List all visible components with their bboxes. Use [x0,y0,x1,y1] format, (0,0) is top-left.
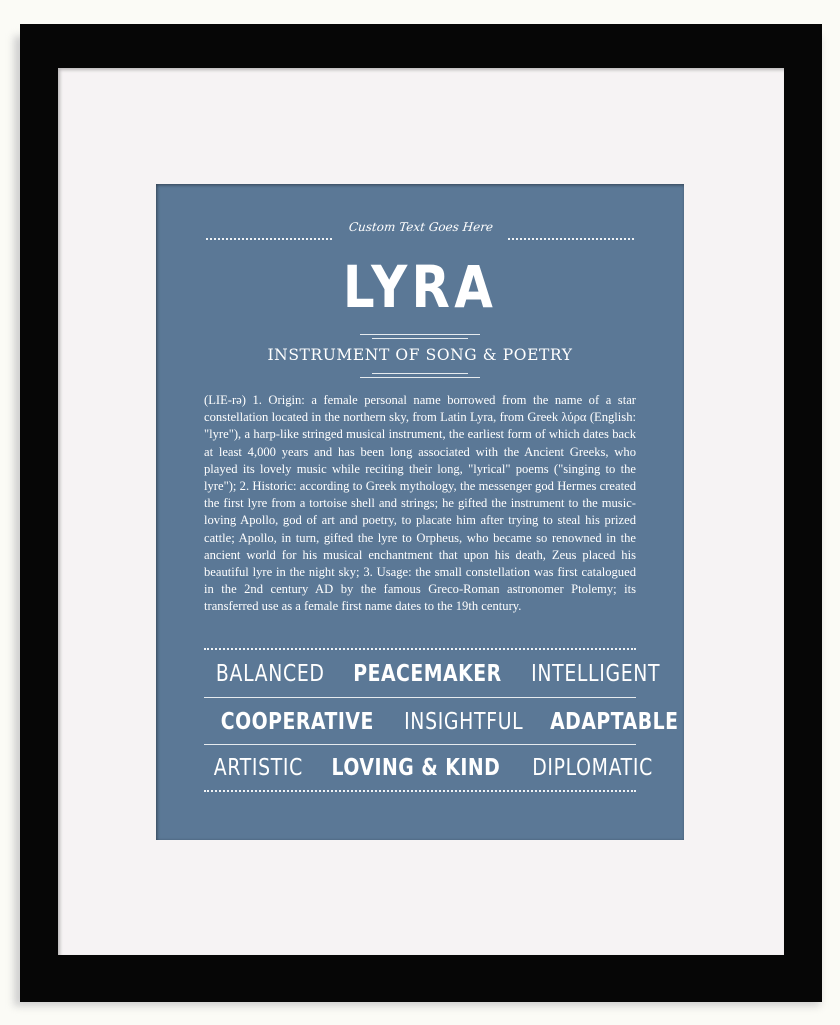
dotted-rule-traits-bottom [204,790,636,792]
traits-row-1 [204,657,661,691]
rule-above-meaning [360,334,480,335]
name-title: LYRA [342,253,498,321]
rule-above-meaning-short [372,338,468,339]
name-meaning: INSTRUMENT OF SONG & POETRY [267,346,573,364]
traits-row-3 [204,751,653,785]
name-definition: (LIE-rə) 1. Origin: a female personal name borrowed from the name of a star constellation located in the northern sky, from Latin Lyra, from Greek λύρα (English: "lyre"), a harp-like stringed musical instrument, the earliest form of which dates back at least 4,000 years and has been long associated with the Ancient Greeks, who played its lovely music while reciting their long, "lyrical" poems ("singing to the lyre"); 2. Historic: according to Greek mythology, the messenger god Hermes created the first lyre from a tortoise shell and strings; he gifted the instrument to the music-loving Apollo, god of art and poetry, to placate him after trying to steal his prized cattle; Apollo, in turn, gifted the lyre to Orpheus, who became so renowned in the ancient world for his musical enchantment that upon his death, Zeus placed his beautiful lyre in the night sky; 3. Usage: the small constellation was first catalogued in the 2nd century AD by the famous Greco-Roman astronomer Ptolemy; its transferred use as a female first name dates to the 19th century. [204,393,636,614]
trait: ARTISTIC [213,755,303,781]
rule-traits-2 [204,744,636,745]
name-print [156,184,684,840]
trait: INTELLIGENT [531,661,661,687]
rule-below-meaning-short [372,373,468,374]
dotted-rule-right [508,238,634,240]
traits-row-2 [204,705,679,739]
trait: ADAPTABLE [550,709,679,735]
trait: LOVING & KIND [331,755,501,781]
custom-text: Custom Text Goes Here [348,220,494,234]
trait: DIPLOMATIC [531,755,653,781]
trait: INSIGHTFUL [403,709,523,735]
trait: PEACEMAKER [352,661,502,687]
trait: COOPERATIVE [220,709,374,735]
rule-traits-1 [204,697,636,698]
trait: BALANCED [215,661,325,687]
dotted-rule-traits-top [204,648,636,650]
dotted-rule-left [206,238,332,240]
rule-below-meaning [360,377,480,378]
